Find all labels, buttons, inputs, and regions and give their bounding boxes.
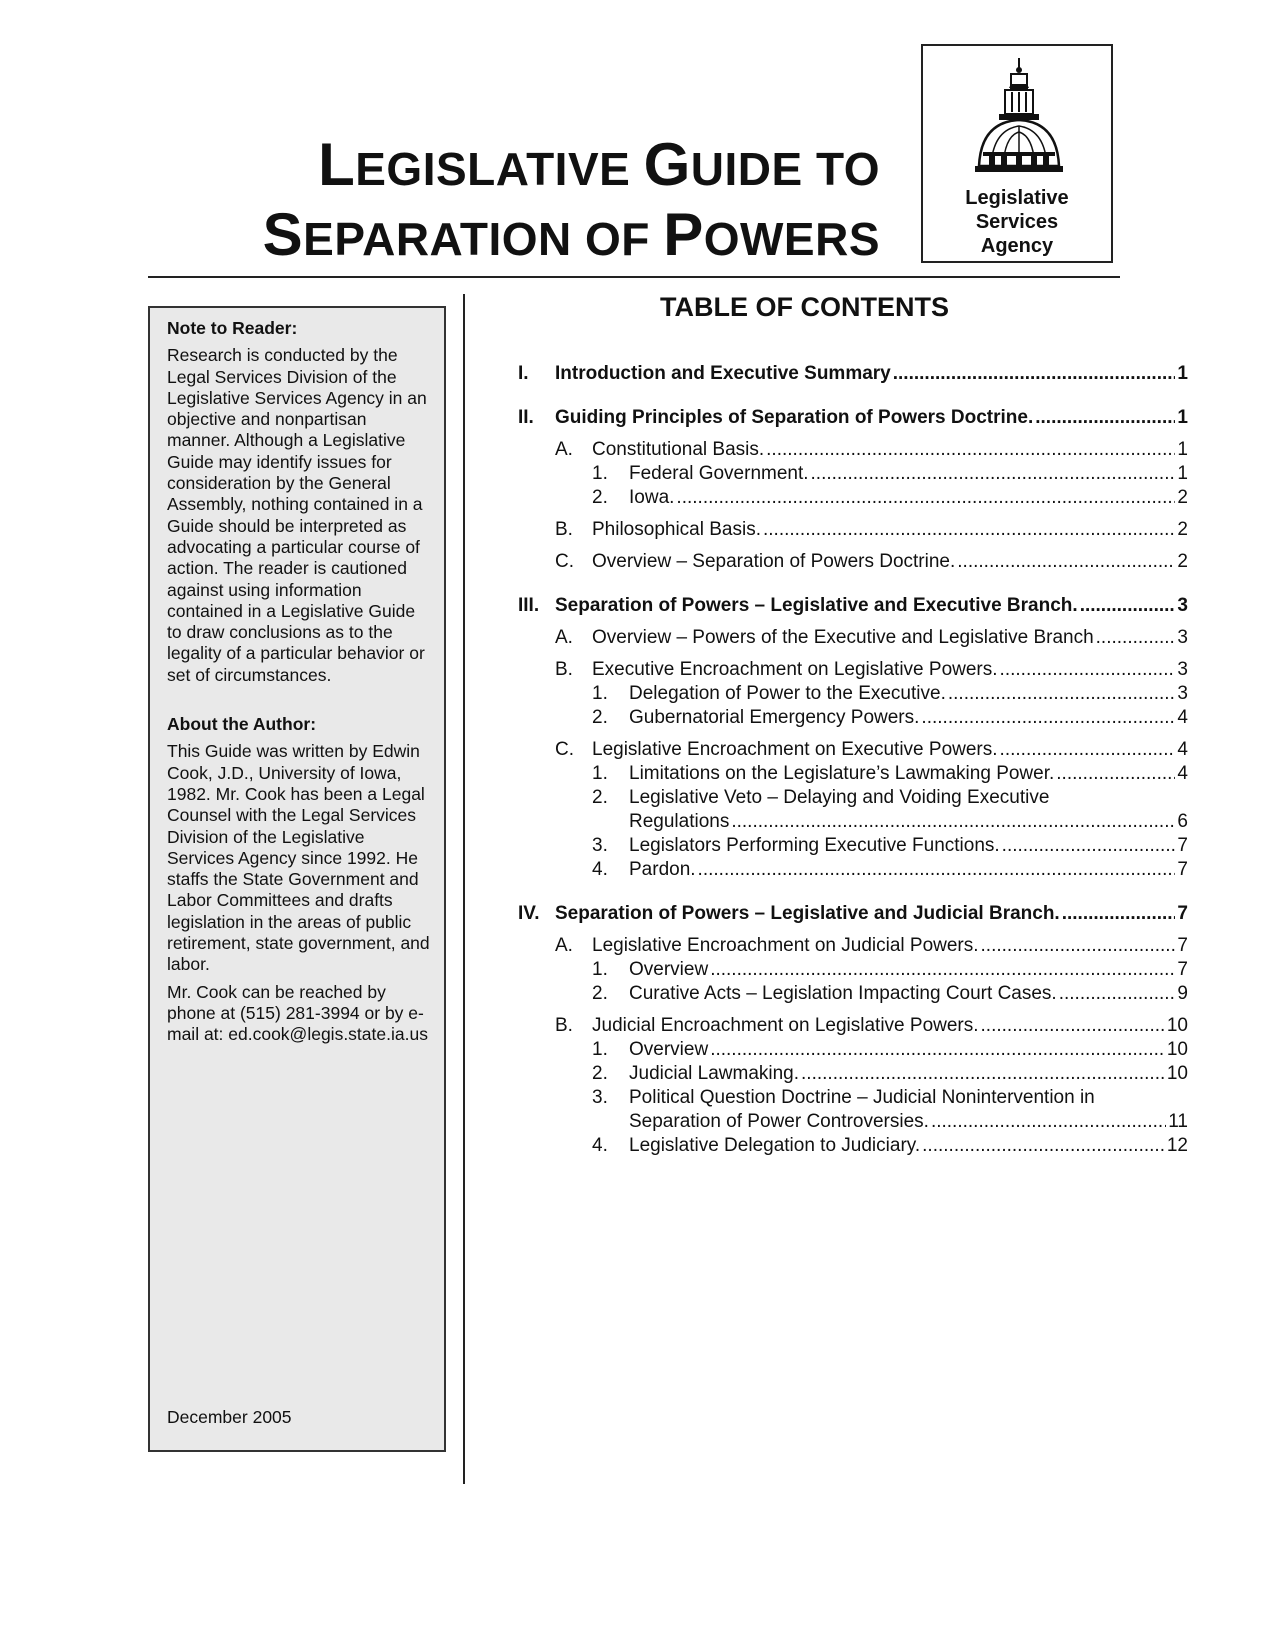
toc-page-number: 7 [1177,903,1188,924]
title-initial: L [318,131,356,198]
toc-page-number: 10 [1166,1015,1188,1036]
toc-leader-dots [1002,834,1176,858]
toc-entry [518,518,1188,542]
toc-entry-title: Judicial Lawmaking. [629,1063,800,1084]
toc-page-number: 2 [1177,551,1188,572]
toc-entry [518,1038,1188,1062]
toc-leader-dots [698,858,1176,882]
toc-entry-title: Iowa. [629,487,675,508]
toc-page-number: 3 [1177,627,1188,648]
toc-page-number: 4 [1177,707,1188,728]
toc-page-number: 6 [1177,811,1188,832]
toc-entry [518,982,1188,1006]
title-word: EGISLATIVE [355,143,644,195]
toc-entry [518,406,1188,430]
title-word: OWERS [703,213,880,265]
toc-page-number: 1 [1177,439,1188,460]
toc-entry-continuation [518,810,1188,834]
toc-page-number: 4 [1177,763,1188,784]
toc-entry [518,682,1188,706]
toc-leader-dots [801,1062,1165,1086]
toc-leader-dots [710,1038,1165,1062]
toc-entry [518,438,1188,462]
toc-entry-continuation [518,1110,1188,1134]
toc-entry-number: 1. [592,959,608,980]
toc-entry-number: C. [555,551,574,572]
toc-entry [518,958,1188,982]
toc-entry-title: Overview [629,959,709,980]
toc-entry-number: 1. [592,463,608,484]
publication-date: December 2005 [167,1406,292,1427]
toc-entry-title: Curative Acts – Legislation Impacting Court Cases. [629,983,1057,1004]
toc-page-number: 12 [1166,1135,1188,1156]
toc-entry-title: Legislative Delegation to Judiciary. [629,1135,921,1156]
toc-entry-title: Political Question Doctrine – Judicial Nonintervention in [629,1087,1095,1108]
toc-entry-title: Introduction and Executive Summary [555,363,891,384]
toc-entry [518,594,1188,618]
toc-page-number: 11 [1168,1111,1188,1132]
toc-page-number: 3 [1177,595,1188,616]
toc-entry-number: 2. [592,983,608,1004]
toc-entry-title: Legislators Performing Executive Functions. [629,835,1000,856]
toc-leader-dots [766,438,1175,462]
toc-entry-title: Limitations on the Legislature’s Lawmaking Power. [629,763,1055,784]
toc-entry [518,834,1188,858]
toc-entry-number: 2. [592,787,608,808]
toc-entry-number: 2. [592,707,608,728]
author-heading: About the Author: [167,714,317,735]
toc-entry-title: Legislative Encroachment on Judicial Powers. [592,935,979,956]
toc-entry-number: B. [555,659,573,680]
toc-page-number: 7 [1177,859,1188,880]
toc-entry-title: Constitutional Basis. [592,439,765,460]
toc-entry-number: B. [555,519,573,540]
toc-entry-title: Regulations [629,811,730,832]
table-of-contents [518,362,1188,1158]
toc-entry-title: Overview [629,1039,709,1060]
toc-entry-title: Overview – Separation of Powers Doctrine. [592,551,956,572]
toc-entry-number: I. [518,363,529,384]
capitol-dome-icon [969,56,1069,181]
toc-entry [518,462,1188,486]
header-divider [148,276,1120,278]
toc-leader-dots [1035,406,1175,430]
toc-entry-title: Pardon. [629,859,696,880]
agency-name [923,186,1111,258]
toc-leader-dots [1096,626,1176,650]
toc-page-number: 1 [1177,407,1188,428]
author-text: This Guide was written by Edwin Cook, J.D., University of Iowa, 1982. Mr. Cook has been a Legal Counsel with the Legal Services Division of the Legislative Services Agency since 1992. He staffs the State Government and Labor Committees and drafts legislation in the areas of public retirement, state government, and labor. [167,741,430,975]
toc-page-number: 7 [1177,959,1188,980]
title-initial: S [262,201,304,268]
document-title [263,132,880,272]
toc-entry-number: A. [555,439,573,460]
toc-entry-number: 2. [592,1063,608,1084]
toc-entry-number: III. [518,595,540,616]
toc-entry [518,858,1188,882]
toc-leader-dots [763,518,1175,542]
toc-leader-dots [948,682,1176,706]
toc-entry [518,362,1188,386]
toc-entry-title: Delegation of Power to the Executive. [629,683,946,704]
toc-entry-number: 1. [592,683,608,704]
toc-entry-number: A. [555,627,573,648]
toc-page-number: 9 [1177,983,1188,1004]
toc-entry [518,902,1188,926]
agency-name-line: Agency [980,235,1054,257]
toc-entry [518,706,1188,730]
toc-page-number: 2 [1177,487,1188,508]
toc-entry-title: Judicial Encroachment on Legislative Powers. [592,1015,979,1036]
toc-leader-dots [1059,982,1176,1006]
toc-entry-number: 3. [592,835,608,856]
toc-leader-dots [893,362,1176,386]
contact-text: Mr. Cook can be reached by phone at (515) 281-3994 or by e-mail at: ed.cook@legis.state.ia.us [167,981,428,1045]
sidebar-panel [148,306,446,1452]
toc-leader-dots [931,1110,1166,1134]
toc-leader-dots [1000,738,1176,762]
toc-entry [518,762,1188,786]
toc-page-number: 2 [1177,519,1188,540]
toc-leader-dots [676,486,1175,510]
toc-entry-title: Legislative Encroachment on Executive Powers. [592,739,998,760]
toc-entry-number: 3. [592,1087,608,1108]
toc-entry-number: II. [518,407,534,428]
toc-page-number: 10 [1166,1063,1188,1084]
toc-leader-dots [731,810,1175,834]
toc-leader-dots [981,934,1176,958]
toc-entry [518,1134,1188,1158]
toc-page-number: 1 [1177,463,1188,484]
title-line-2 [263,202,880,272]
toc-page-number: 1 [1177,363,1188,384]
toc-entry-title: Executive Encroachment on Legislative Powers. [592,659,998,680]
toc-title: TABLE OF CONTENTS [660,292,949,322]
toc-entry-title: Guiding Principles of Separation of Powers Doctrine. [555,407,1034,428]
note-heading: Note to Reader: [167,318,298,338]
toc-entry-title: Separation of Powers – Legislative and Executive Branch. [555,595,1078,616]
toc-leader-dots [1080,594,1176,618]
toc-page-number: 10 [1166,1039,1188,1060]
toc-leader-dots [1062,902,1176,926]
toc-leader-dots [921,706,1175,730]
toc-leader-dots [981,1014,1165,1038]
toc-entry [518,1014,1188,1038]
toc-entry-number: C. [555,739,574,760]
toc-leader-dots [1000,658,1176,682]
toc-entry-title: Legislative Veto – Delaying and Voiding Executive [629,787,1050,808]
toc-entry-title: Federal Government. [629,463,809,484]
toc-entry [518,934,1188,958]
title-initial: P [663,201,704,268]
toc-entry-number: B. [555,1015,573,1036]
toc-entry-title: Separation of Power Controversies. [629,1111,929,1132]
toc-entry [518,1086,1188,1110]
toc-entry-title: Separation of Powers – Legislative and Judicial Branch. [555,903,1060,924]
toc-entry [518,486,1188,510]
title-initial: G [643,131,691,198]
toc-entry [518,1062,1188,1086]
agency-logo [921,44,1113,263]
toc-page-number: 7 [1177,935,1188,956]
toc-entry-number: 4. [592,1135,608,1156]
toc-page-number: 7 [1177,835,1188,856]
note-text: Research is conducted by the Legal Services Division of the Legislative Services Agency in an objective and nonpartisan manner. Although a Legislative Guide may identify issues for consideration by the General Assembly, nothing contained in a Guide should be interpreted as advocating a particular course of action. The reader is cautioned against using information contained in a Legislative Guide to draw conclusions as to the legality of a particular behavior or set of circumstances. [167,345,427,685]
toc-entry [518,738,1188,762]
toc-entry [518,550,1188,574]
agency-name-line: Legislative [965,187,1069,209]
toc-leader-dots [811,462,1176,486]
agency-name-line: Services [975,211,1059,233]
toc-page-number: 3 [1177,683,1188,704]
toc-entry-title: Gubernatorial Emergency Powers. [629,707,920,728]
toc-entry-number: 1. [592,763,608,784]
toc-entry-number: A. [555,935,573,956]
toc-leader-dots [922,1134,1165,1158]
toc-leader-dots [710,958,1175,982]
title-word: EPARATION OF [303,213,664,265]
toc-entry-title: Philosophical Basis. [592,519,761,540]
column-divider [463,294,465,1484]
toc-page-number: 3 [1177,659,1188,680]
toc-entry-title: Overview – Powers of the Executive and Legislative Branch [592,627,1094,648]
toc-entry-number: 2. [592,487,608,508]
title-word: UIDE TO [690,143,880,195]
toc-entry-number: IV. [518,903,540,924]
toc-entry-number: 1. [592,1039,608,1060]
toc-entry-number: 4. [592,859,608,880]
toc-entry [518,658,1188,682]
title-line-1 [263,132,880,202]
toc-page-number: 4 [1177,739,1188,760]
toc-entry [518,786,1188,810]
toc-leader-dots [957,550,1175,574]
toc-entry [518,626,1188,650]
toc-leader-dots [1056,762,1175,786]
